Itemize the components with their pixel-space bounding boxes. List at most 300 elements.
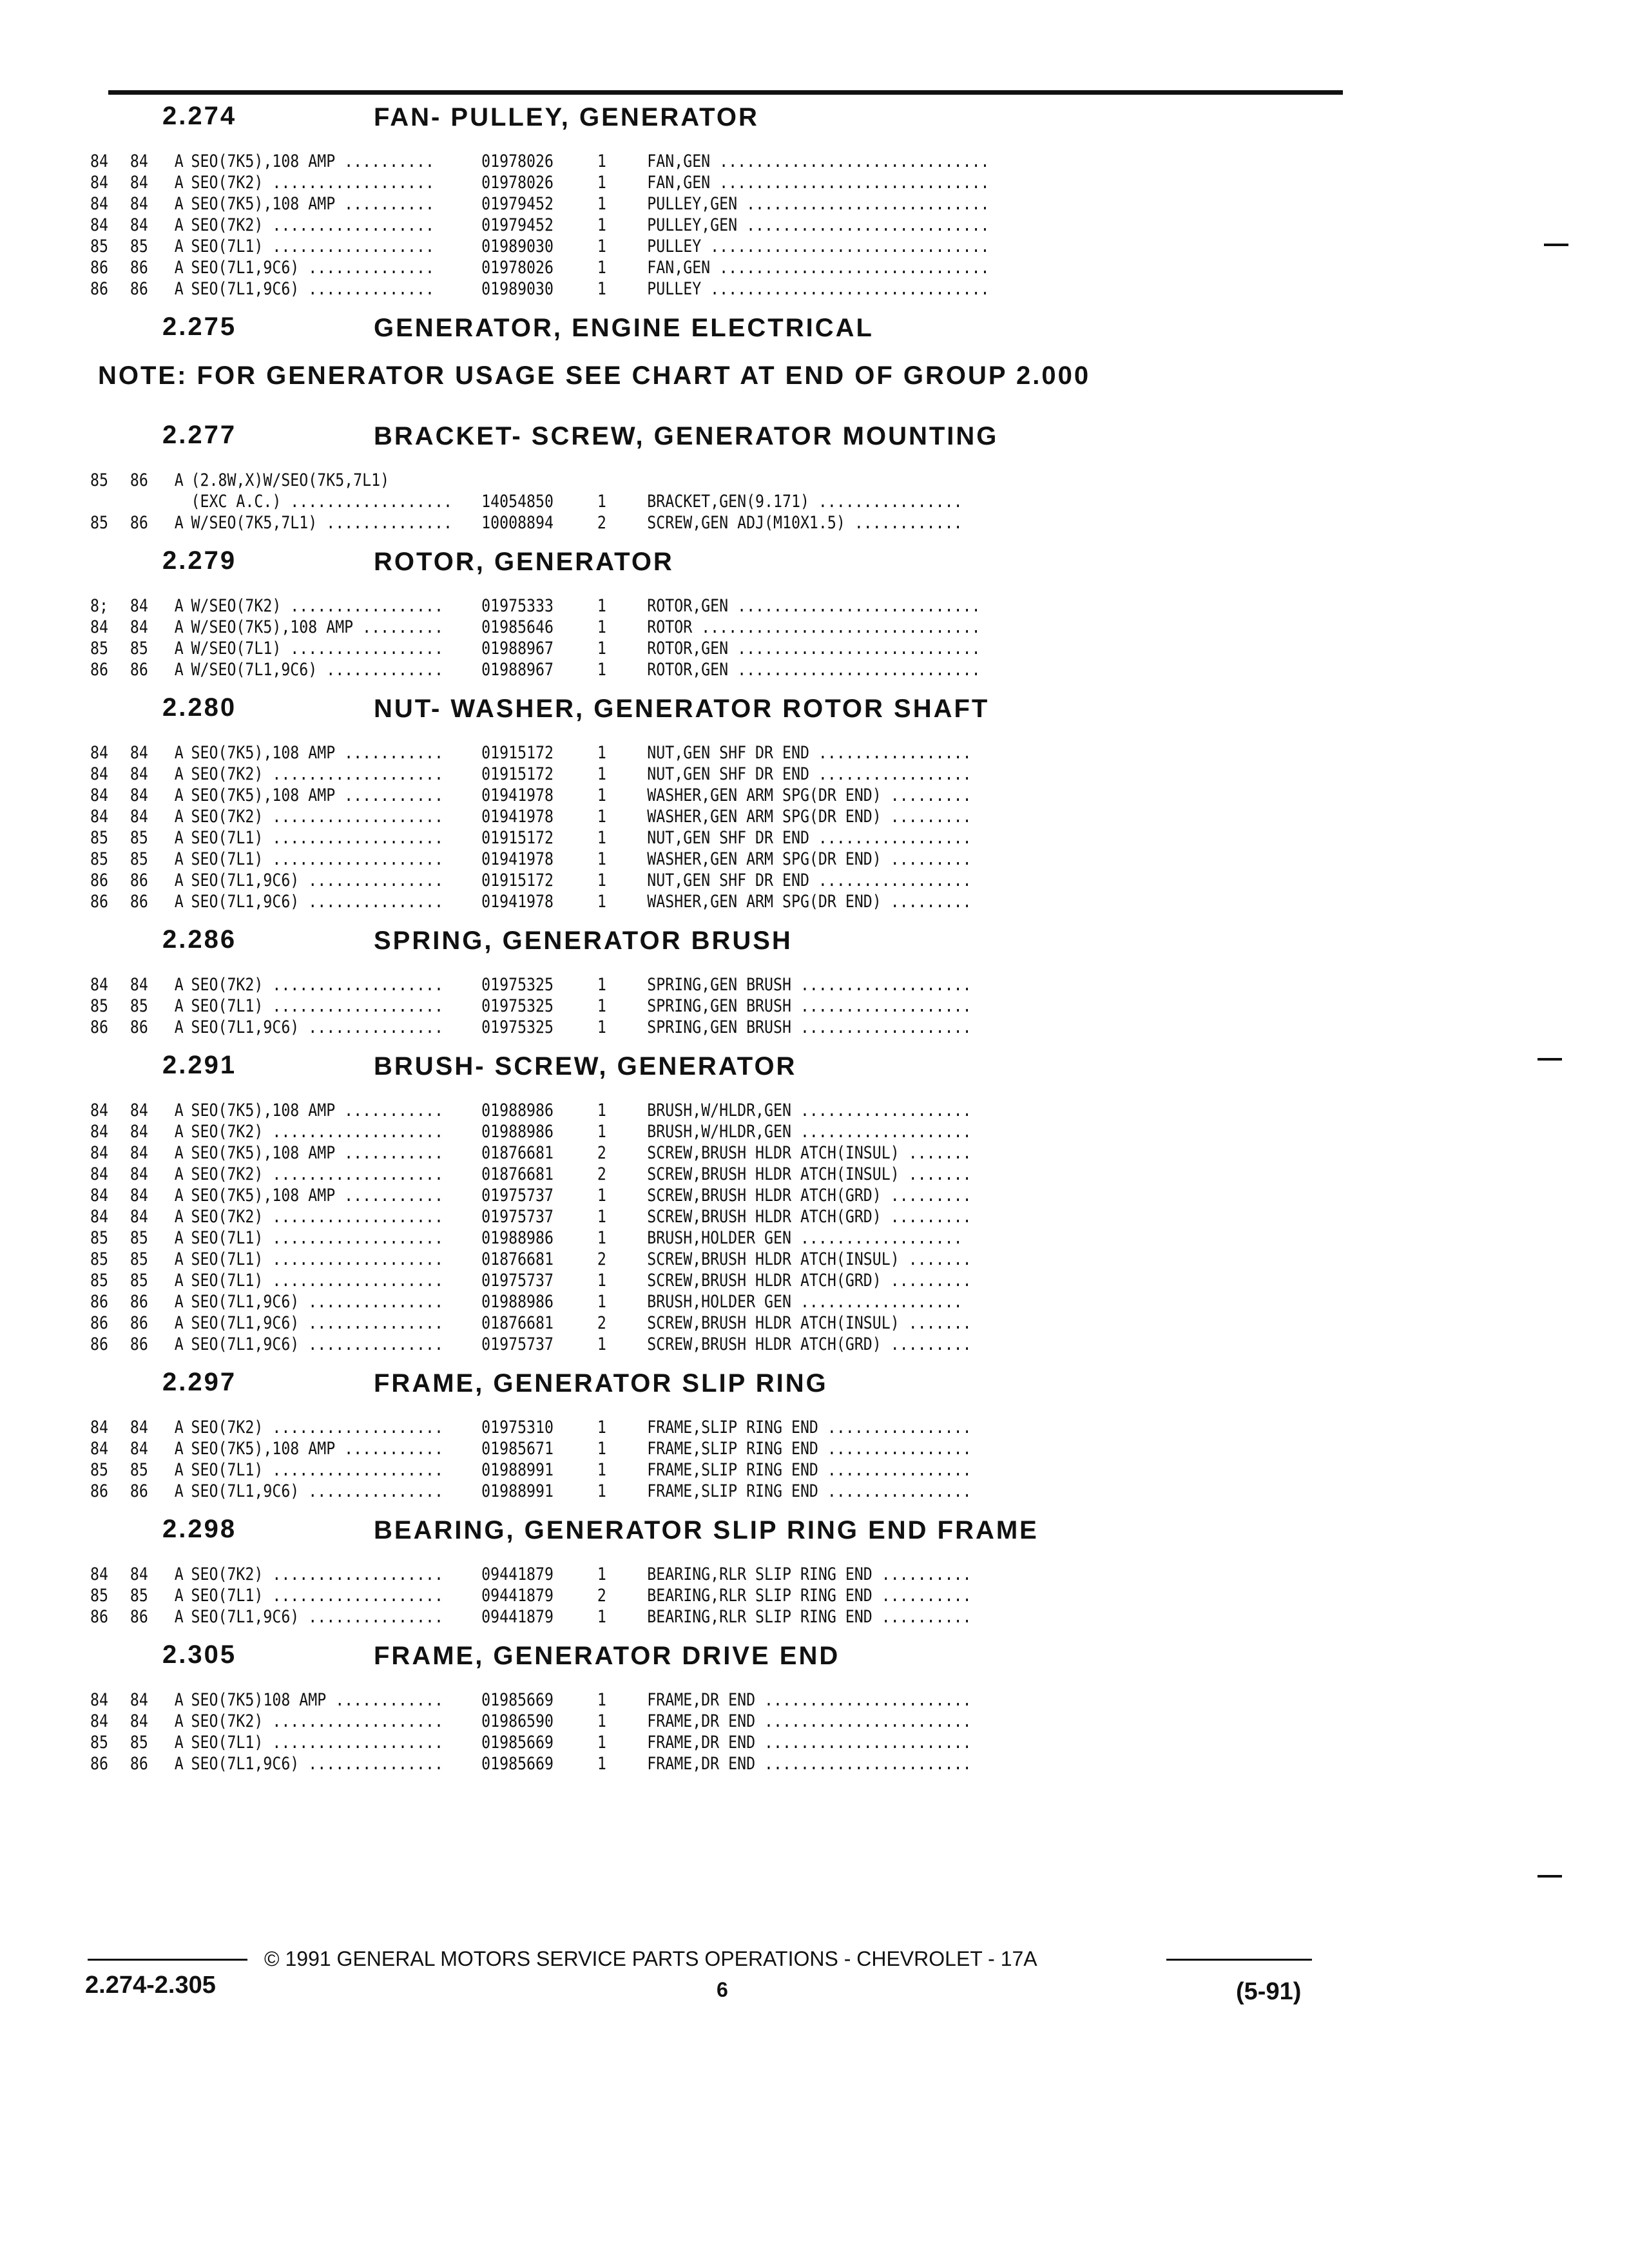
quantity: 1 <box>597 1711 606 1731</box>
part-row <box>90 1606 1171 1628</box>
footer-revision: (5-91) <box>1236 1978 1302 2005</box>
quantity: 1 <box>597 639 606 658</box>
usage-description: SEO(7L1,9C6) ............... <box>191 1292 443 1312</box>
quantity: 1 <box>597 764 606 784</box>
year-from: 84 <box>90 1122 108 1142</box>
section-number: 2.279 <box>162 546 237 575</box>
year-from: 84 <box>90 807 108 827</box>
usage-description: SEO(7K2) ................... <box>191 975 443 995</box>
quantity: 1 <box>597 1228 606 1248</box>
usage-description: SEO(7K2) ................... <box>191 1564 443 1584</box>
part-name: FAN,GEN .............................. <box>647 258 990 278</box>
year-to: 86 <box>130 1481 148 1501</box>
year-from: 85 <box>90 1586 108 1606</box>
part-name: SCREW,BRUSH HLDR ATCH(GRD) ......... <box>647 1271 972 1291</box>
year-to: 85 <box>130 1228 148 1248</box>
line-code: A <box>174 639 184 658</box>
part-number: 01941978 <box>481 785 554 805</box>
part-row <box>90 785 1171 806</box>
part-name: BRUSH,W/HLDR,GEN ................... <box>647 1122 972 1142</box>
part-name: ROTOR,GEN ........................... <box>647 639 981 658</box>
parts-list <box>90 1414 1347 1510</box>
year-to: 85 <box>130 236 148 256</box>
part-row <box>90 172 1171 193</box>
part-number: 01988986 <box>481 1122 554 1142</box>
part-number: 01975333 <box>481 596 554 616</box>
year-to: 84 <box>130 1439 148 1459</box>
section-title: FRAME, GENERATOR SLIP RING <box>374 1369 828 1398</box>
quantity: 1 <box>597 1271 606 1291</box>
usage-description: SEO(7L1,9C6) ............... <box>191 1607 443 1627</box>
usage-description: SEO(7K2) ................... <box>191 1711 443 1731</box>
quantity: 1 <box>597 743 606 763</box>
margin-mark <box>1537 1058 1562 1061</box>
year-from: 84 <box>90 1143 108 1163</box>
usage-description: SEO(7K5),108 AMP ........... <box>191 1143 443 1163</box>
part-name: PULLEY ............................... <box>647 236 990 256</box>
part-row <box>90 1564 1171 1585</box>
quantity: 1 <box>597 1334 606 1354</box>
part-row <box>90 1142 1171 1164</box>
year-to: 86 <box>130 513 148 533</box>
quantity: 1 <box>597 1186 606 1206</box>
part-number: 01876681 <box>481 1249 554 1269</box>
part-name: SPRING,GEN BRUSH ................... <box>647 1017 972 1037</box>
quantity: 2 <box>597 1249 606 1269</box>
year-to: 86 <box>130 258 148 278</box>
year-to: 84 <box>130 596 148 616</box>
part-number: 01985669 <box>481 1754 554 1774</box>
usage-description: W/SEO(7K2) ................. <box>191 596 443 616</box>
quantity: 1 <box>597 215 606 235</box>
line-code: A <box>174 1249 184 1269</box>
part-name: ROTOR,GEN ........................... <box>647 660 981 680</box>
line-code: A <box>174 1460 184 1480</box>
part-number: 01985646 <box>481 617 554 637</box>
catalog-section <box>90 307 1347 361</box>
part-number: 10008894 <box>481 513 554 533</box>
parts-list <box>90 1097 1347 1363</box>
part-name: WASHER,GEN ARM SPG(DR END) ......... <box>647 849 972 869</box>
year-from: 86 <box>90 1313 108 1333</box>
part-row <box>90 470 1171 491</box>
part-row <box>90 1164 1171 1185</box>
year-from: 86 <box>90 1754 108 1774</box>
part-number: 01975737 <box>481 1271 554 1291</box>
catalog-section <box>90 1510 1347 1635</box>
usage-description: SEO(7L1) ................... <box>191 1460 443 1480</box>
year-from: 84 <box>90 173 108 193</box>
year-to: 86 <box>130 892 148 912</box>
usage-description: SEO(7L1,9C6) ............... <box>191 1334 443 1354</box>
catalog-section <box>90 541 1347 688</box>
line-code: A <box>174 1334 184 1354</box>
year-from: 85 <box>90 1271 108 1291</box>
part-row <box>90 1227 1171 1249</box>
part-number: 01988986 <box>481 1292 554 1312</box>
part-name: SCREW,BRUSH HLDR ATCH(INSUL) ....... <box>647 1143 972 1163</box>
year-from: 84 <box>90 1564 108 1584</box>
catalog-section <box>90 97 1347 307</box>
line-code: A <box>174 596 184 616</box>
margin-mark <box>1544 244 1568 246</box>
line-code: A <box>174 1481 184 1501</box>
line-code: A <box>174 785 184 805</box>
part-row <box>90 742 1171 764</box>
part-number: 01985671 <box>481 1439 554 1459</box>
part-number: 01988967 <box>481 639 554 658</box>
part-name: SCREW,BRUSH HLDR ATCH(GRD) ......... <box>647 1186 972 1206</box>
part-row <box>90 1753 1171 1774</box>
usage-description: SEO(7K2) ................... <box>191 1207 443 1227</box>
quantity: 1 <box>597 151 606 171</box>
line-code: A <box>174 258 184 278</box>
line-code: A <box>174 1164 184 1184</box>
usage-description: SEO(7K2) ................... <box>191 1418 443 1437</box>
year-from: 84 <box>90 785 108 805</box>
year-to: 84 <box>130 1100 148 1120</box>
line-code: A <box>174 1228 184 1248</box>
part-row <box>90 764 1171 785</box>
part-row <box>90 870 1171 891</box>
usage-note <box>90 361 1347 416</box>
year-from: 84 <box>90 1690 108 1710</box>
part-number: 01988986 <box>481 1100 554 1120</box>
section-title: NUT- WASHER, GENERATOR ROTOR SHAFT <box>374 695 990 723</box>
part-number: 01876681 <box>481 1164 554 1184</box>
part-number: 01988991 <box>481 1481 554 1501</box>
section-heading <box>90 307 1347 359</box>
year-to: 85 <box>130 1271 148 1291</box>
part-name: BEARING,RLR SLIP RING END .......... <box>647 1564 972 1584</box>
part-row <box>90 849 1171 870</box>
quantity: 2 <box>597 1143 606 1163</box>
line-code: A <box>174 1100 184 1120</box>
part-row <box>90 1438 1171 1459</box>
year-from: 84 <box>90 1186 108 1206</box>
line-code: A <box>174 1586 184 1606</box>
quantity: 1 <box>597 1733 606 1753</box>
section-heading <box>90 1635 1347 1687</box>
part-number: 09441879 <box>481 1586 554 1606</box>
year-from: 86 <box>90 258 108 278</box>
usage-description: SEO(7L1) ................... <box>191 849 443 869</box>
line-code: A <box>174 996 184 1016</box>
quantity: 1 <box>597 279 606 299</box>
usage-description: SEO(7L1) ................... <box>191 828 443 848</box>
usage-description: W/SEO(7L1) ................. <box>191 639 443 658</box>
part-row <box>90 1185 1171 1206</box>
year-from: 86 <box>90 870 108 890</box>
line-code: A <box>174 1313 184 1333</box>
year-to: 86 <box>130 279 148 299</box>
line-code: A <box>174 173 184 193</box>
usage-description: SEO(7K2) ................... <box>191 1122 443 1142</box>
part-name: SPRING,GEN BRUSH ................... <box>647 975 972 995</box>
quantity: 1 <box>597 1418 606 1437</box>
usage-description: (2.8W,X)W/SEO(7K5,7L1) <box>191 470 390 490</box>
usage-description: W/SEO(7L1,9C6) ............. <box>191 660 443 680</box>
part-name: FRAME,DR END ....................... <box>647 1733 972 1753</box>
year-from: 84 <box>90 1711 108 1731</box>
part-name: NUT,GEN SHF DR END ................. <box>647 828 972 848</box>
note-text: NOTE: FOR GENERATOR USAGE SEE CHART AT END OF GROUP 2.000 <box>98 361 1091 390</box>
line-code: A <box>174 194 184 214</box>
catalog-section <box>90 688 1347 920</box>
year-to: 84 <box>130 1418 148 1437</box>
line-code: A <box>174 743 184 763</box>
part-name: BRUSH,HOLDER GEN .................. <box>647 1228 963 1248</box>
quantity: 1 <box>597 849 606 869</box>
quantity: 2 <box>597 1313 606 1333</box>
year-to: 84 <box>130 1186 148 1206</box>
parts-list <box>90 1687 1347 1782</box>
year-to: 85 <box>130 1460 148 1480</box>
part-row <box>90 1459 1171 1481</box>
part-name: SCREW,BRUSH HLDR ATCH(GRD) ......... <box>647 1334 972 1354</box>
year-from: 84 <box>90 1418 108 1437</box>
section-heading <box>90 1510 1347 1561</box>
year-from: 85 <box>90 236 108 256</box>
line-code: A <box>174 1017 184 1037</box>
line-code: A <box>174 1733 184 1753</box>
line-code: A <box>174 1271 184 1291</box>
section-number: 2.305 <box>162 1640 237 1669</box>
part-row <box>90 512 1171 533</box>
year-to: 85 <box>130 996 148 1016</box>
quantity: 1 <box>597 1460 606 1480</box>
year-from: 85 <box>90 996 108 1016</box>
section-number: 2.286 <box>162 925 237 954</box>
part-row <box>90 1249 1171 1270</box>
year-to: 85 <box>130 828 148 848</box>
line-code: A <box>174 807 184 827</box>
part-name: NUT,GEN SHF DR END ................. <box>647 870 972 890</box>
section-heading <box>90 97 1347 148</box>
part-name: FRAME,DR END ....................... <box>647 1690 972 1710</box>
part-row <box>90 491 1171 512</box>
part-row <box>90 1334 1171 1355</box>
usage-description: SEO(7K5),108 AMP ........... <box>191 743 443 763</box>
part-row <box>90 1206 1171 1227</box>
part-row <box>90 595 1171 617</box>
part-name: FRAME,SLIP RING END ................ <box>647 1481 972 1501</box>
part-row <box>90 215 1171 236</box>
year-to: 84 <box>130 743 148 763</box>
year-to: 86 <box>130 1313 148 1333</box>
year-from: 84 <box>90 1207 108 1227</box>
quantity: 1 <box>597 596 606 616</box>
year-from: 84 <box>90 151 108 171</box>
part-name: SCREW,BRUSH HLDR ATCH(INSUL) ....... <box>647 1249 972 1269</box>
quantity: 2 <box>597 1586 606 1606</box>
line-code: A <box>174 236 184 256</box>
footer-section-range: 2.274-2.305 <box>85 1972 216 1999</box>
section-heading <box>90 1046 1347 1097</box>
quantity: 1 <box>597 1481 606 1501</box>
part-name: BRUSH,HOLDER GEN .................. <box>647 1292 963 1312</box>
year-from: 84 <box>90 1164 108 1184</box>
usage-description: SEO(7K5)108 AMP ............ <box>191 1690 443 1710</box>
part-name: PULLEY ............................... <box>647 279 990 299</box>
section-title: ROTOR, GENERATOR <box>374 548 674 576</box>
catalog-section <box>90 416 1347 541</box>
part-row <box>90 995 1171 1017</box>
part-name: WASHER,GEN ARM SPG(DR END) ......... <box>647 892 972 912</box>
year-to: 86 <box>130 1292 148 1312</box>
quantity: 1 <box>597 996 606 1016</box>
section-title: GENERATOR, ENGINE ELECTRICAL <box>374 314 874 342</box>
part-row <box>90 151 1171 172</box>
line-code: A <box>174 1439 184 1459</box>
part-row <box>90 1121 1171 1142</box>
year-to: 86 <box>130 870 148 890</box>
part-name: FAN,GEN .............................. <box>647 173 990 193</box>
part-number: 01988991 <box>481 1460 554 1480</box>
year-from: 84 <box>90 1439 108 1459</box>
quantity: 1 <box>597 828 606 848</box>
section-number: 2.291 <box>162 1051 237 1079</box>
part-name: BRACKET,GEN(9.171) ................ <box>647 492 963 512</box>
part-row <box>90 193 1171 215</box>
year-to: 86 <box>130 660 148 680</box>
year-to: 84 <box>130 975 148 995</box>
year-to: 84 <box>130 764 148 784</box>
year-from: 85 <box>90 1460 108 1480</box>
section-number: 2.280 <box>162 693 237 722</box>
part-name: WASHER,GEN ARM SPG(DR END) ......... <box>647 785 972 805</box>
section-number: 2.275 <box>162 312 237 341</box>
part-name: PULLEY,GEN ........................... <box>647 215 990 235</box>
part-name: SCREW,BRUSH HLDR ATCH(GRD) ......... <box>647 1207 972 1227</box>
usage-description: W/SEO(7K5,7L1) .............. <box>191 513 452 533</box>
year-from: 85 <box>90 1733 108 1753</box>
year-to: 84 <box>130 151 148 171</box>
quantity: 1 <box>597 975 606 995</box>
part-number: 01975737 <box>481 1186 554 1206</box>
quantity: 1 <box>597 1754 606 1774</box>
year-to: 85 <box>130 639 148 658</box>
line-code: A <box>174 849 184 869</box>
part-number: 01941978 <box>481 849 554 869</box>
part-row <box>90 1291 1171 1312</box>
footer-rule-right <box>1166 1959 1312 1961</box>
part-number: 01975325 <box>481 975 554 995</box>
part-number: 01975325 <box>481 996 554 1016</box>
year-from: 84 <box>90 764 108 784</box>
part-name: ROTOR,GEN ........................... <box>647 596 981 616</box>
part-row <box>90 236 1171 257</box>
part-number: 01988967 <box>481 660 554 680</box>
year-to: 85 <box>130 1586 148 1606</box>
year-to: 85 <box>130 1249 148 1269</box>
usage-description: SEO(7K5),108 AMP .......... <box>191 194 434 214</box>
part-row <box>90 1481 1171 1502</box>
quantity: 1 <box>597 617 606 637</box>
part-number: 01975310 <box>481 1418 554 1437</box>
usage-description: SEO(7L1,9C6) ............... <box>191 892 443 912</box>
year-from: 86 <box>90 660 108 680</box>
year-to: 84 <box>130 1143 148 1163</box>
usage-description: SEO(7L1,9C6) ............... <box>191 1754 443 1774</box>
year-to: 84 <box>130 1690 148 1710</box>
section-heading <box>90 920 1347 972</box>
part-name: PULLEY,GEN ........................... <box>647 194 990 214</box>
year-from: 84 <box>90 975 108 995</box>
part-number: 01979452 <box>481 194 554 214</box>
part-name: WASHER,GEN ARM SPG(DR END) ......... <box>647 807 972 827</box>
usage-description: SEO(7K5),108 AMP ........... <box>191 1439 443 1459</box>
usage-description: SEO(7L1) ................... <box>191 996 443 1016</box>
part-number: 01985669 <box>481 1733 554 1753</box>
usage-description: SEO(7K2) ................... <box>191 1164 443 1184</box>
quantity: 2 <box>597 513 606 533</box>
year-to: 86 <box>130 1754 148 1774</box>
part-name: NUT,GEN SHF DR END ................. <box>647 743 972 763</box>
section-heading <box>90 541 1347 593</box>
line-code: A <box>174 215 184 235</box>
quantity: 1 <box>597 236 606 256</box>
top-rule <box>108 90 1343 95</box>
line-code: A <box>174 764 184 784</box>
quantity: 1 <box>597 1607 606 1627</box>
part-name: BEARING,RLR SLIP RING END .......... <box>647 1607 972 1627</box>
margin-mark <box>1537 1875 1562 1878</box>
section-title: BRUSH- SCREW, GENERATOR <box>374 1052 797 1081</box>
part-name: FRAME,SLIP RING END ................ <box>647 1418 972 1437</box>
year-to: 84 <box>130 194 148 214</box>
year-from: 85 <box>90 849 108 869</box>
quantity: 2 <box>597 1164 606 1184</box>
quantity: 1 <box>597 660 606 680</box>
usage-description: SEO(7K2) .................. <box>191 215 434 235</box>
part-name: SCREW,BRUSH HLDR ATCH(INSUL) ....... <box>647 1164 972 1184</box>
section-heading <box>90 416 1347 467</box>
line-code: A <box>174 1207 184 1227</box>
part-name: FAN,GEN .............................. <box>647 151 990 171</box>
quantity: 1 <box>597 1292 606 1312</box>
parts-list <box>90 740 1347 920</box>
part-row <box>90 278 1171 300</box>
line-code: A <box>174 1607 184 1627</box>
year-from: 85 <box>90 828 108 848</box>
line-code: A <box>174 892 184 912</box>
year-to: 85 <box>130 1733 148 1753</box>
year-from: 85 <box>90 513 108 533</box>
section-title: FAN- PULLEY, GENERATOR <box>374 103 759 131</box>
year-to: 84 <box>130 1122 148 1142</box>
usage-description: SEO(7L1,9C6) ............... <box>191 870 443 890</box>
quantity: 1 <box>597 1690 606 1710</box>
year-to: 84 <box>130 1207 148 1227</box>
section-title: BEARING, GENERATOR SLIP RING END FRAME <box>374 1516 1039 1544</box>
part-number: 09441879 <box>481 1564 554 1584</box>
catalog-section <box>90 1046 1347 1363</box>
part-row <box>90 974 1171 995</box>
part-number: 01941978 <box>481 892 554 912</box>
part-number: 01915172 <box>481 828 554 848</box>
footer-page-number: 6 <box>717 1978 728 2001</box>
line-code: A <box>174 1754 184 1774</box>
part-row <box>90 1270 1171 1291</box>
part-name: FRAME,DR END ....................... <box>647 1754 972 1774</box>
usage-description: SEO(7L1) .................. <box>191 236 434 256</box>
year-to: 84 <box>130 617 148 637</box>
section-number: 2.277 <box>162 421 237 449</box>
section-number: 2.274 <box>162 102 237 130</box>
usage-description: SEO(7L1) ................... <box>191 1733 443 1753</box>
year-to: 86 <box>130 1334 148 1354</box>
